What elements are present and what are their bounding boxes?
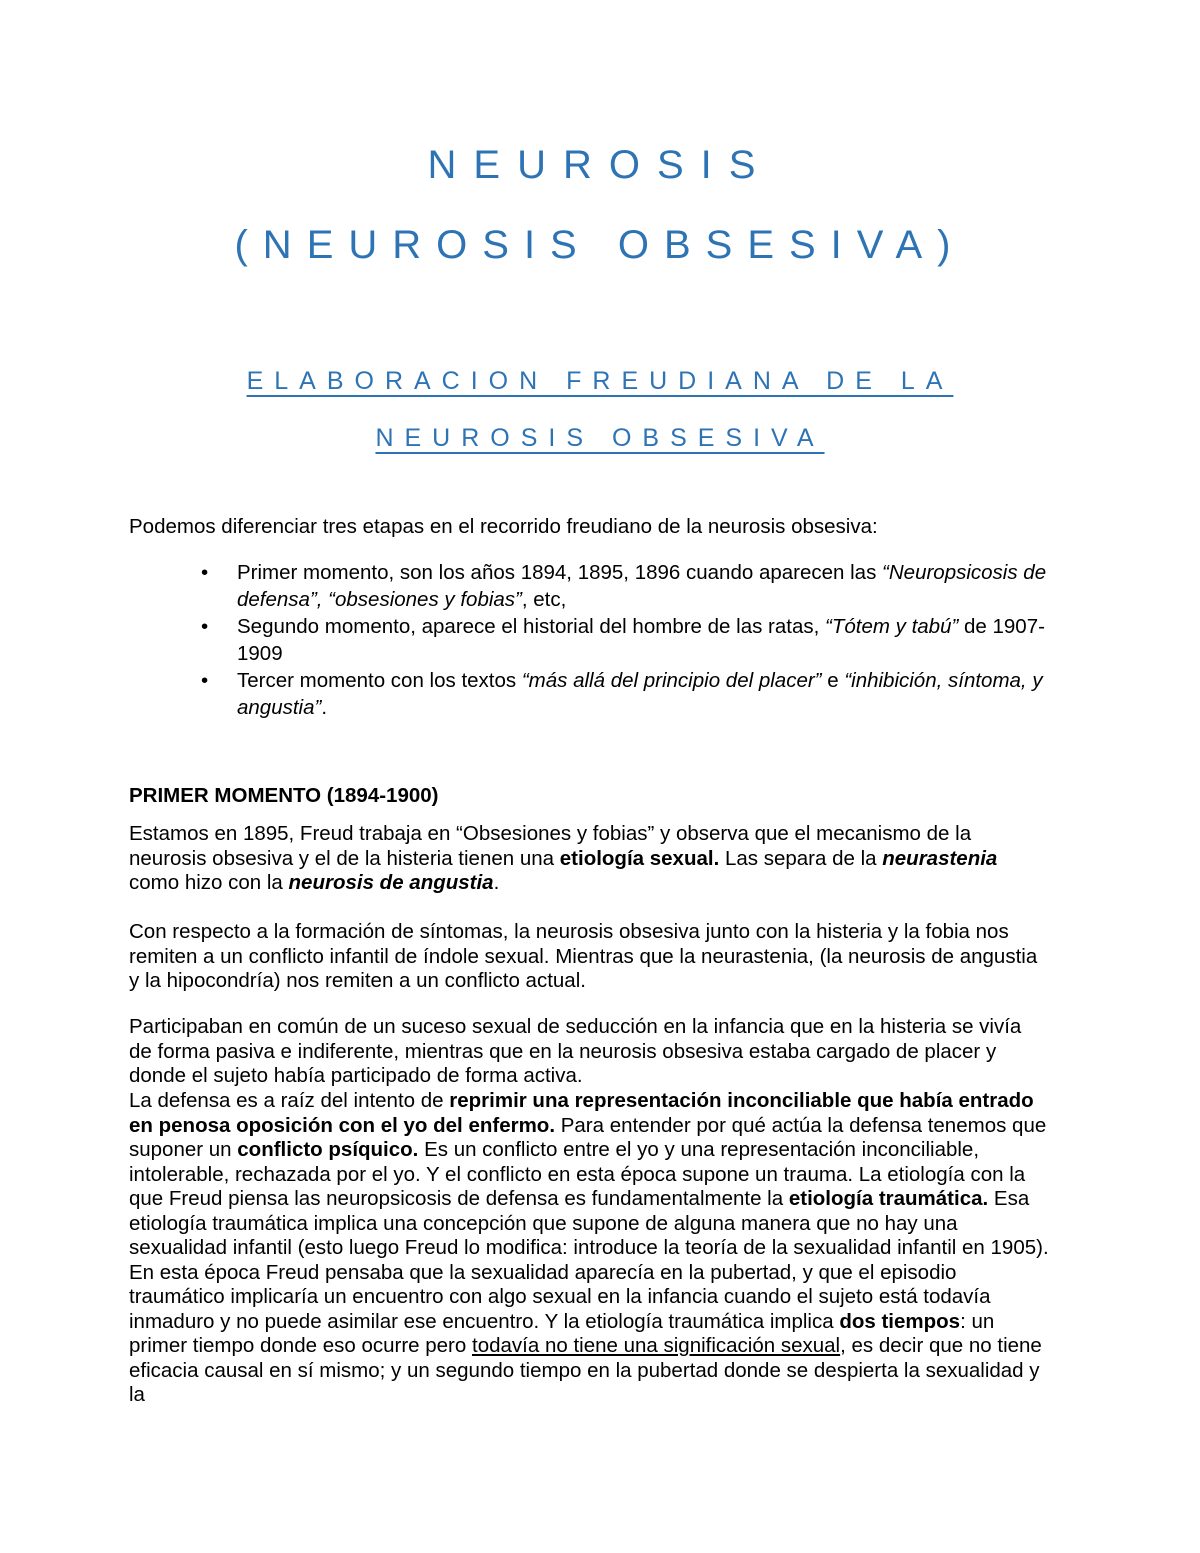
paragraph-3: Participaban en común de un suceso sexual de seducción en la infancia que en la histeria se vivía de forma pasiva e indiferente, mientras que en la neurosis obsesiva estaba cargado de placer y donde el sujeto había participado de forma activa.: [129, 1015, 1022, 1087]
para1-bold-italic-f: neurosis de angustia: [288, 871, 494, 894]
para4-text-e: Es un conflicto entre el yo y una representación inconciliable, intolerable, rechazada por el yo. Y el conflicto en esta época supone un trauma. La etiología con la que Freud piensa las neuropsicosis de defensa es fundamentalmente la: [129, 1138, 1026, 1210]
list-item: [129, 559, 1049, 613]
document-title-line2: (NEUROSIS OBSESIVA): [234, 223, 966, 267]
subtitle-line2: [0, 421, 1200, 455]
paragraph-2: Con respecto a la formación de síntomas, la neurosis obsesiva junto con la histeria y la fobia nos remiten a un conflicto infantil de índole sexual. Mientras que la neurastenia, (la neurosis de angustia y la hipocondría) nos remiten a un conflicto actual.: [129, 920, 1038, 992]
bullet-icon: •: [201, 669, 209, 692]
section-heading: PRIMER MOMENTO (1894-1900): [129, 784, 439, 807]
para4-bold-d: conflicto psíquico.: [237, 1138, 419, 1161]
document-title-line1: NEUROSIS: [427, 143, 773, 187]
para1-text-e: como hizo con la: [129, 871, 289, 894]
list-item: [129, 613, 1049, 667]
para4-text-g: Esa etiología traumática implica una concepción que supone de alguna manera que no hay una sexualidad infantil (esto luego Freud lo modifica: introduce la teoría de la sexualidad infantil en 1905). En esta época Freud pensaba que la sexualidad aparecía en la pubertad, y que el episodio traumático implicaría un encuentro con algo sexual en la infancia cuando el sujeto está todavía inmaduro y no puede asimilar ese encuentro. Y la etiología traumática implica: [129, 1187, 1049, 1333]
bullet-list: [129, 559, 1049, 721]
paragraph-4: [129, 1089, 1049, 1408]
para4-bold-f: etiología traumática.: [788, 1187, 989, 1210]
bullet-3-text: Tercer momento con los textos: [237, 669, 522, 692]
subtitle-line1-text: ELABORACION FREUDIANA DE LA: [246, 367, 954, 395]
list-item: [129, 667, 1049, 721]
para1-text-c: Las separa de la: [719, 846, 883, 870]
para1-bold-a: etiología sexual.: [559, 846, 720, 870]
bullet-2-tail: de 1907-1909: [237, 615, 1045, 665]
bullet-3-tail: .: [321, 696, 328, 719]
subtitle-line1: [0, 364, 1200, 398]
para4-text-i: : un primer tiempo donde eso ocurre pero: [129, 1309, 995, 1357]
bullet-3-italic-1: “más allá del principio del placer”: [521, 669, 822, 692]
bullet-3-mid: e: [821, 669, 845, 692]
para4-bold-b: reprimir una representación inconciliable que había entrado en penosa oposición con el yo del enfermo.: [129, 1089, 1034, 1137]
bullet-1-tail: , etc,: [521, 588, 567, 611]
bullet-icon: •: [201, 615, 209, 638]
bullet-2-text: Segundo momento, aparece el historial del hombre de las ratas,: [237, 615, 826, 638]
subtitle-line2-text: NEUROSIS OBSESIVA: [375, 424, 825, 452]
bullet-1-italic: “Neuropsicosis de defensa”, “obsesiones y fobias”: [237, 561, 1047, 611]
bullet-3-italic-2: “inhibición, síntoma, y angustia”: [237, 669, 1043, 719]
paragraph-1: [129, 822, 1049, 896]
para4-text-k: , es decir que no tiene eficacia causal en sí mismo; y un segundo tiempo en la pubertad donde se despierta la sexualidad y la: [129, 1334, 1042, 1406]
para4-bold-h: dos tiempos: [839, 1309, 961, 1333]
para4-underline-j: todavía no tiene una significación sexual: [472, 1334, 841, 1357]
para4-text-c: Para entender por qué actúa la defensa tenemos que suponer un: [129, 1113, 1047, 1161]
bullet-2-italic: “Tótem y tabú”: [825, 615, 959, 638]
para1-text-g: .: [493, 871, 500, 894]
para1-text-a: Estamos en 1895, Freud trabaja en “Obsesiones y fobias” y observa que el mecanismo de la neurosis obsesiva y el de la histeria tienen una: [129, 822, 972, 870]
bullet-1-text: Primer momento, son los años 1894, 1895, 1896 cuando aparecen las: [237, 561, 883, 584]
intro-paragraph: Podemos diferenciar tres etapas en el recorrido freudiano de la neurosis obsesiva:: [129, 515, 878, 538]
para4-text-a: La defensa es a raíz del intento de: [129, 1089, 450, 1112]
bullet-icon: •: [201, 561, 209, 584]
para1-bold-italic-d: neurastenia: [882, 846, 998, 870]
